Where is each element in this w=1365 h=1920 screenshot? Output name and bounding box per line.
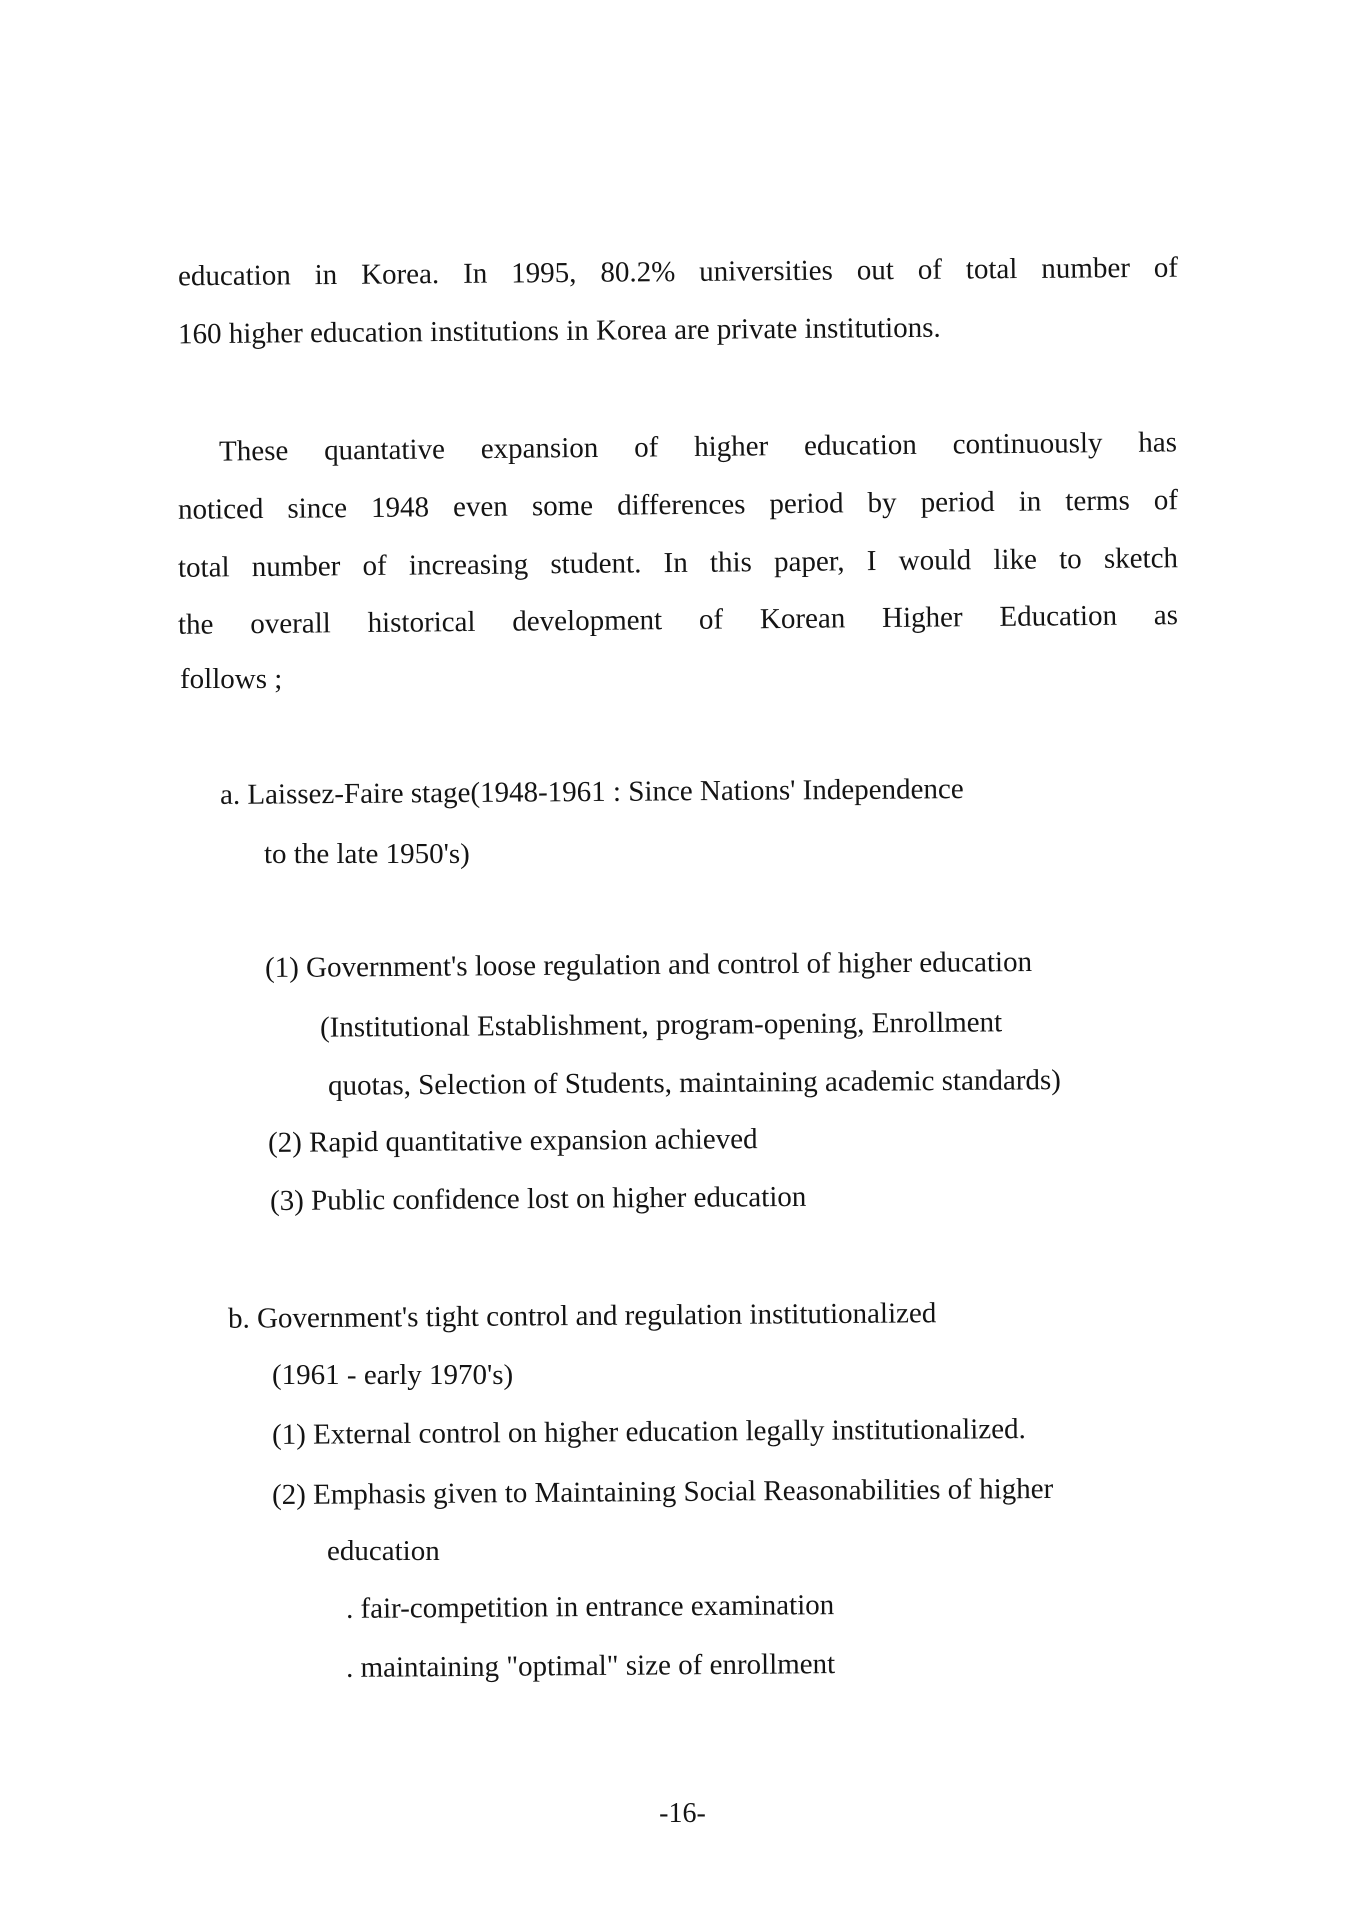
list-item: (1) External control on higher education legally institutionalized. xyxy=(271,1413,1026,1451)
bullet-item: . maintaining "optimal" size of enrollment xyxy=(345,1648,836,1684)
list-item: (1) Government's loose regulation and control of higher education xyxy=(264,945,1033,985)
section-heading: to the late 1950's) xyxy=(264,838,470,870)
section-heading: (1961 - early 1970's) xyxy=(272,1359,514,1391)
text-line: the overall historical development of Korean Higher Education as xyxy=(177,599,1179,641)
page-number: -16- xyxy=(659,1798,706,1829)
list-item: education xyxy=(327,1535,440,1567)
list-item: (2) Emphasis given to Maintaining Social Reasonabilities of higher xyxy=(271,1472,1054,1512)
list-item: (Institutional Establishment, program-opening, Enrollment xyxy=(319,1006,1003,1044)
text-line: noticed since 1948 even some differences period by period in terms of xyxy=(177,484,1179,526)
text-line: follows ; xyxy=(180,663,283,695)
section-heading: b. Government's tight control and regulation institutionalized xyxy=(227,1297,937,1335)
section-heading: a. Laissez-Faire stage(1948-1961 : Since Nations' Independence xyxy=(219,773,964,811)
list-item: quotas, Selection of Students, maintaining academic standards) xyxy=(327,1064,1061,1102)
bullet-item: . fair-competition in entrance examination xyxy=(345,1589,835,1625)
text-line: total number of increasing student. In this paper, I would like to sketch xyxy=(177,542,1179,584)
text-line: 160 higher education institutions in Korea are private institutions. xyxy=(177,311,941,351)
list-item: (2) Rapid quantitative expansion achieved xyxy=(267,1123,758,1159)
text-line: education in Korea. In 1995, 80.2% universities out of total number of xyxy=(177,251,1179,293)
list-item: (3) Public confidence lost on higher education xyxy=(269,1180,807,1218)
text-line: These quantative expansion of higher education continuously has xyxy=(218,426,1178,468)
